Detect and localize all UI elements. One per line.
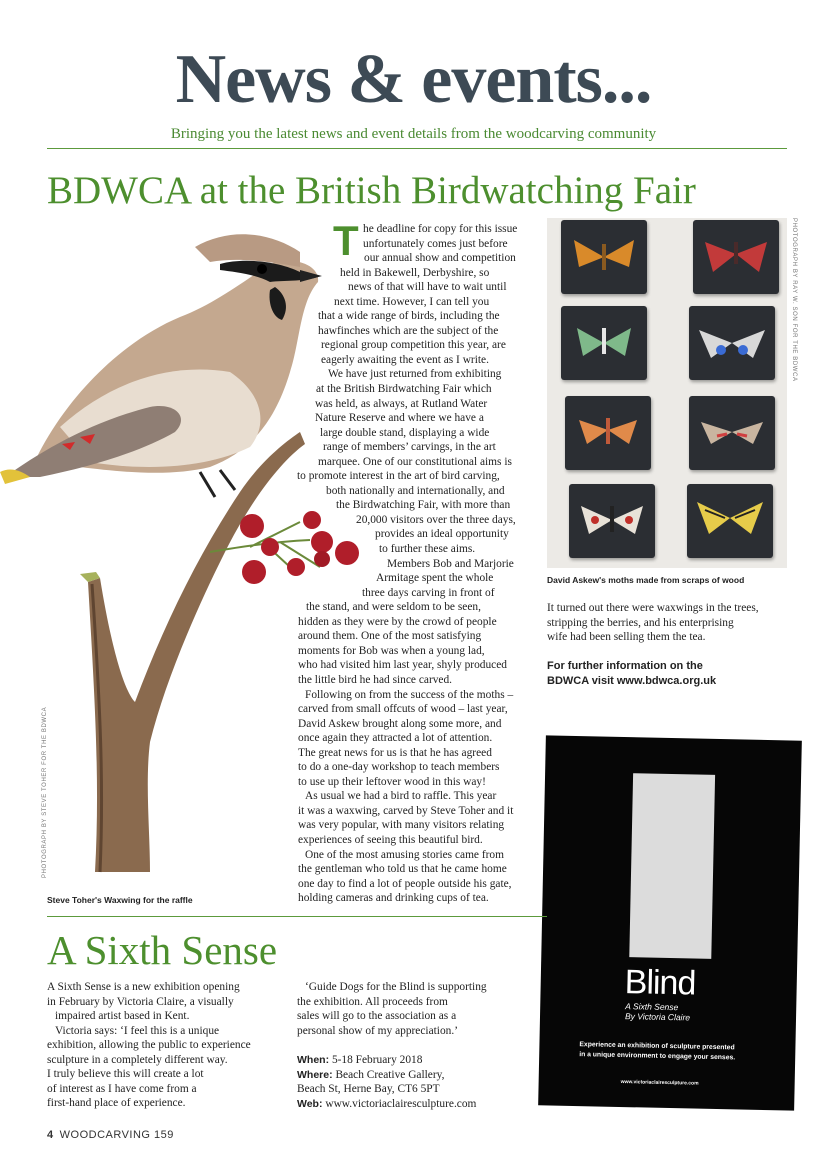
sixth-sense-line: in February by Victoria Claire, a visually (47, 995, 234, 1008)
sixth-sense-line: of interest as I have come from a (47, 1082, 197, 1095)
sixth-sense-line: I truly believe this will create a lot (47, 1068, 204, 1080)
article1-line: at the British Birdwatching Fair which (316, 383, 492, 396)
event-web (297, 1097, 542, 1112)
when-value: 5-18 February 2018 (331, 1054, 423, 1066)
drop-cap: T (333, 217, 359, 264)
further-info (547, 659, 716, 689)
article1-line: Following on from the success of the moths – (305, 688, 514, 701)
article1-line: was very popular, with many visitors relating (298, 819, 505, 832)
sixth-sense-line: sales will go to the association as a (297, 1010, 457, 1022)
article1-line: The great news for us is that he has agreed (298, 746, 492, 759)
poster-subtitle-line: By Victoria Claire (624, 1011, 691, 1023)
article1-line: next time. However, I can tell you (334, 295, 490, 308)
moths-photo (547, 218, 787, 568)
article1-line: one day to find a lot of people outside his gate, (298, 877, 512, 890)
article1-line: that a wide range of birds, including the (318, 310, 500, 323)
continuation-line: stripping the berries, and his enterprising (547, 616, 734, 629)
article1-line: three days carving in front of (362, 586, 495, 599)
article1-line: to use up their leftover wood in this way! (298, 775, 486, 788)
article1-line: to do a one-day workshop to teach members (298, 761, 500, 774)
article1-line: to promote interest in the art of bird carving, (297, 470, 500, 483)
sixth-sense-line: the exhibition. All proceeds from (297, 995, 448, 1008)
page-number: 4 (47, 1129, 54, 1141)
sixth-sense-line: Victoria says: ‘I feel this is a unique (55, 1024, 220, 1037)
bird-photo-credit: PHOTOGRAPH BY STEVE TOHER FOR THE BDWCA (42, 706, 48, 878)
event-when (297, 1053, 542, 1068)
article1-line: was held, as always, at Rutland Water (315, 397, 488, 410)
article1-line: once again they attracted a lot of attention. (298, 732, 493, 745)
article1-line: the Birdwatching Fair, with more than (336, 499, 511, 512)
when-label: When: (297, 1054, 330, 1066)
article1-line: regional group competition this year, are (321, 339, 506, 352)
where-label: Where: (297, 1068, 333, 1081)
sixth-sense-line: personal show of my appreciation.’ (297, 1024, 459, 1037)
article1-line: 20,000 visitors over the three days, (356, 513, 516, 526)
article1-body (295, 217, 540, 906)
moth-tile (561, 220, 647, 294)
article1-line: Nature Reserve and where we have a (315, 412, 484, 425)
section-divider (47, 916, 547, 917)
page-title: News & events... (175, 41, 652, 118)
continuation-line: wife had been selling them the tea. (547, 631, 706, 644)
moth-caption: David Askew's moths made from scraps of wood (547, 575, 745, 585)
article1-line: our annual show and competition (364, 252, 516, 265)
article1-line: carved from small offcuts of wood – last year, (298, 703, 508, 716)
sixth-sense-col1 (47, 980, 287, 1111)
web-label: Web: (297, 1097, 323, 1110)
article1-line: Members Bob and Marjorie (387, 557, 514, 570)
article1-line: hawfinches which are the subject of the (318, 324, 499, 337)
page-subtitle: Bringing you the latest news and event details from the woodcarving community (170, 126, 657, 142)
article1-line: it was a waxwing, carved by Steve Toher and it (298, 804, 514, 817)
moth-tile (565, 396, 651, 470)
sixth-sense-line: A Sixth Sense is a new exhibition opening (47, 981, 240, 993)
poster-subtitle (625, 1001, 690, 1022)
poster-tagline-line: in a unique environment to engage your senses. (579, 1051, 736, 1062)
event-where (297, 1068, 542, 1083)
continuation-line: It turned out there were waxwings in the trees, (547, 602, 759, 614)
further-info-line: For further information on the (547, 660, 703, 672)
moth-tile (569, 484, 655, 558)
article1-line: he deadline for copy for this issue (363, 223, 518, 235)
article1-line: range of members’ carvings, in the art (323, 441, 496, 454)
moth-photo-credit: PHOTOGRAPH BY RAY W. SON FOR THE BDWCA (791, 218, 797, 382)
article1-line: around them. One of the most satisfying (298, 630, 482, 643)
article1-line: marquee. One of our constitutional aims is (318, 455, 512, 468)
article1-line: holding cameras and drinking cups of tea. (298, 892, 489, 905)
article1-line: Armitage spent the whole (376, 572, 494, 585)
sixth-sense-col2 (297, 980, 537, 1038)
article1-line: news of that will have to wait until (348, 281, 507, 294)
article1-line: provides an ideal opportunity (375, 528, 509, 541)
event-where-address: Beach St, Herne Bay, CT6 5PT (297, 1083, 440, 1095)
poster-title: Blind (624, 963, 696, 1003)
moth-tile (561, 306, 647, 380)
moth-tile (687, 484, 773, 558)
article-heading-sixth-sense: A Sixth Sense (47, 927, 278, 973)
article1-line: eagerly awaiting the event as I write. (321, 353, 489, 366)
sixth-sense-line: exhibition, allowing the public to experience (47, 1039, 251, 1051)
article1-line: moments for Bob was when a young lad, (298, 644, 485, 657)
poster-tagline (579, 1040, 769, 1064)
article1-line: As usual we had a bird to raffle. This year (305, 790, 497, 803)
web-link[interactable]: www.victoriaclairesculpture.com (325, 1097, 477, 1110)
magazine-issue: WOODCARVING 159 (59, 1129, 174, 1141)
sixth-sense-line: sculpture in a completely different way. (47, 1053, 228, 1066)
bird-caption: Steve Toher's Waxwing for the raffle (47, 895, 193, 905)
article1-line: held in Bakewell, Derbyshire, so (340, 266, 490, 279)
page-footer (47, 1129, 174, 1141)
moth-tile (689, 306, 775, 380)
poster-sculpture-block (629, 773, 715, 959)
sixth-sense-line: impaired artist based in Kent. (55, 1010, 190, 1022)
sixth-sense-line: first-hand place of experience. (47, 1097, 186, 1109)
sixth-sense-line: ‘Guide Dogs for the Blind is supporting (305, 981, 487, 993)
poster-url: www.victoriaclairesculpture.com (620, 1079, 699, 1087)
article1-line: to further these aims. (379, 543, 476, 556)
article1-line: One of the most amusing stories came from (305, 848, 504, 861)
article1-line: We have just returned from exhibiting (328, 368, 502, 381)
article1-line: the gentleman who told us that he came home (298, 863, 507, 876)
header-divider (47, 148, 787, 149)
article1-continuation (547, 601, 759, 645)
event-details (297, 1053, 542, 1111)
further-info-line: BDWCA visit www.bdwca.org.uk (547, 675, 717, 687)
where-value: Beach Creative Gallery, (335, 1068, 445, 1081)
moth-tile (689, 396, 775, 470)
poster-tagline-line: Experience an exhibition of sculpture presented (579, 1041, 735, 1052)
blind-poster (538, 735, 802, 1110)
moth-tile (693, 220, 779, 294)
article1-line: large double stand, displaying a wide (320, 426, 490, 439)
article1-line: experiences of seeing this beautiful bird. (298, 833, 483, 846)
article-heading-bdwca: BDWCA at the British Birdwatching Fair (47, 169, 696, 212)
article1-line: hidden as they were by the crowd of people (298, 615, 497, 628)
article1-line: the stand, and were seldom to be seen, (306, 601, 481, 614)
article1-line: the little bird he had since carved. (298, 673, 453, 686)
article1-line: David Askew brought along some more, and (298, 717, 502, 730)
article1-line: unfortunately comes just before (363, 237, 508, 250)
article1-line: who had visited him last year, shyly produced (298, 659, 507, 672)
article1-line: both nationally and internationally, and (326, 484, 505, 497)
poster-subtitle-line: A Sixth Sense (625, 1001, 679, 1013)
